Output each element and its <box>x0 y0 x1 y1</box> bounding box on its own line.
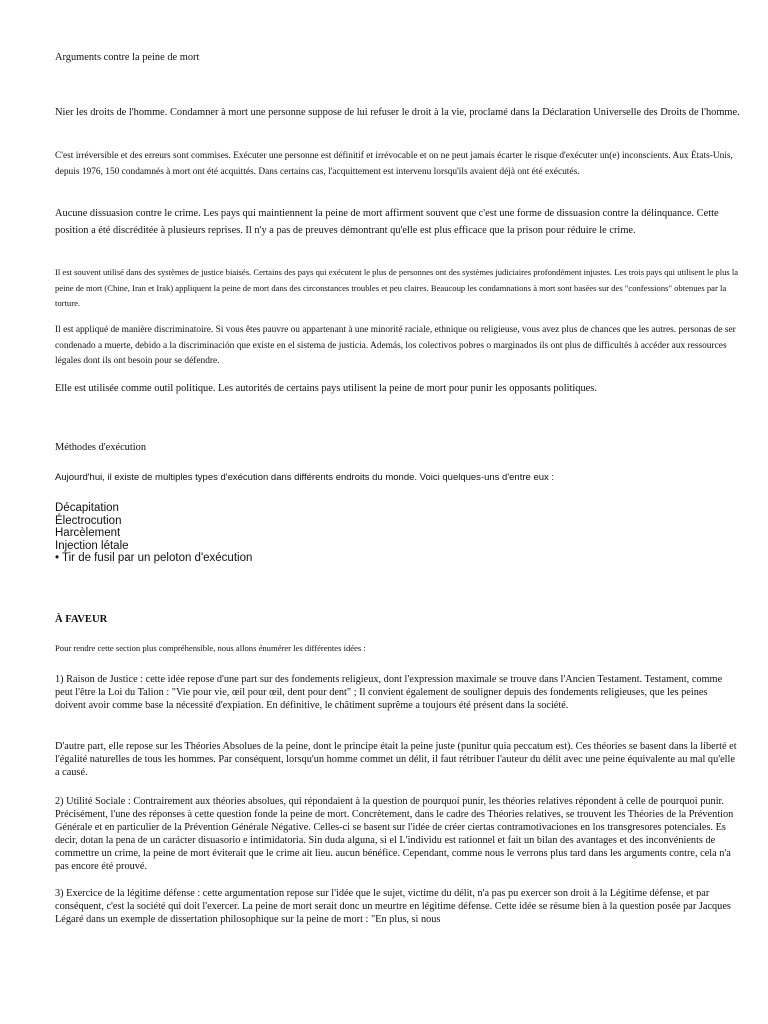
paragraph-utilite-sociale: 2) Utilité Sociale : Contrairement aux théories absolues, qui répondaient à la question de pourquoi punir, les théories relatives répondent à celle de pourquoi punir. Précisément, l'une des réponses à cette question fonde la peine de mort. Concrètement, dans le cadre des Théories relatives, se trouvent les Théories de la Prévention Générale et en particulier de la Prévention Générale Négative. Celles-ci se basent sur l'idée de créer ciertas contramotivaciones en los transgresores potenciales. Es decir, dotan la pena de un carácter disuasorio e intimidatoria. Sin duda alguna, si el L'individu est rationnel et fait un bilan des avantages et des inconvénients de commettre un crime, la peine de mort éviterait que le crime ait lieu. aucun bénéfice. Cependant, comme nous le verrons plus tard dans les arguments contre, cela n'a pas encore été prouvé. <box>55 796 734 872</box>
list-item: Décapitation <box>55 502 119 514</box>
list-item: • Tir de fusil par un peloton d'exécution <box>55 552 253 565</box>
section-heading-methodes: Méthodes d'exécution <box>55 442 147 453</box>
paragraph-irreversible: C'est irréversible et des erreurs sont commises. Exécuter une personne est définitif et irrévocable et on ne peut jamais écarter le risque d'exécuter un(e) inconscients. Aux États-Unis, depuis 1976, 150 condamnés à mort ont été acquittés. Dans certains cas, l'acquittement est intervenu lorsqu'ils avaient déjà ont été exécutés. <box>55 151 733 177</box>
paragraph-justice-biaisee: Il est souvent utilisé dans des systèmes de justice biaisés. Certains des pays qui exécutent le plus de personnes ont des systèmes judiciaires profondément injustes. Les trois pays qui utilisent le plus la peine de mort (Chine, Iran et Irak) appliquent la peine de mort dans des circonstances troubles et peu claires. Beaucoup les condamnations à mort sont basées sur des "confessions" obtenues par la torture. <box>55 267 739 308</box>
paragraph-raison-justice: 1) Raison de Justice : cette idée repose d'une part sur des fondements religieux, dont l'expression maximale se trouve dans l'Ancien Testament. Testament, comme peut l'être la Loi du Talion : "Vie pour vie, œil pour œil, dent pour dent" ; Il convient également de souligner depuis des fondements religieuses, que les peines doivent avoir comme base la nécessité d'expiation. En définitive, le châtiment suprême a toujours été présent dans la société. <box>55 674 723 711</box>
paragraph-droits-homme: Nier les droits de l'homme. Condamner à mort une personne suppose de lui refuser le droit à la vie, proclamé dans la Déclaration Universelle des Droits de l'homme. <box>55 107 740 118</box>
paragraph-dissuasion: Aucune dissuasion contre le crime. Les pays qui maintiennent la peine de mort affirment souvent que c'est une forme de dissuasion contre la délinquance. Cette position a été discréditée à plusieurs reprises. Il n'y a pas de preuves démontrant qu'elle est plus efficace que la prison pour réduire le crime. <box>55 208 719 236</box>
paragraph-outil-politique: Elle est utilisée comme outil politique. Les autorités de certains pays utilisent la peine de mort pour punir les opposants politiques. <box>55 383 597 394</box>
page-title: Arguments contre la peine de mort <box>55 52 200 63</box>
list-item: Injection létale <box>55 539 129 552</box>
list-item: Harcèlement <box>55 527 121 540</box>
paragraph-legitime-defense: 3) Exercice de la légitime défense : cette argumentation repose sur l'idée que le sujet, victime du délit, n'a pas pu exercer son droit à la Légitime défense, et par conséquent, c'est la société qui doit l'exercer. La peine de mort serait donc un meurtre en légitime défense. Cette idée se résume bien à la question posée par Jacques Légaré dans un exemple de dissertation philosophique sur la peine de mort : "En plus, si nous <box>55 888 731 925</box>
list-item: Électrocution <box>55 514 122 527</box>
execution-methods-list <box>55 502 252 565</box>
section-heading-faveur: À FAVEUR <box>55 614 108 625</box>
paragraph-discriminatoire: Il est appliqué de manière discriminatoire. Si vous êtes pauvre ou appartenant à une minorité raciale, ethnique ou religieuse, vous avez plus de chances que les autres. personas de ser condenado a muerte, debido a la discriminación que existe en el sistema de justicia. Además, los colectivos pobres o marginados ils ont plus de difficultés à accéder aux ressources légales dont ils ont besoin pour se défendre. <box>55 325 736 366</box>
faveur-intro: Pour rendre cette section plus compréhensible, nous allons énumérer les différentes idées : <box>55 643 366 653</box>
methodes-intro: Aujourd'hui, il existe de multiples types d'exécution dans différents endroits du monde. Voici quelques-uns d'entre eux : <box>55 472 555 483</box>
paragraph-theories-absolues: D'autre part, elle repose sur les Théories Absolues de la peine, dont le principe était la peine juste (punitur quia peccatum est). Ces théories se basent dans la liberté et l'égalité naturelles de tous les hommes. Par conséquent, lorsqu'un homme commet un délit, il faut rétribuer l'auteur du délit avec une peine équivalente au mal qu'elle a causé. <box>55 741 737 778</box>
